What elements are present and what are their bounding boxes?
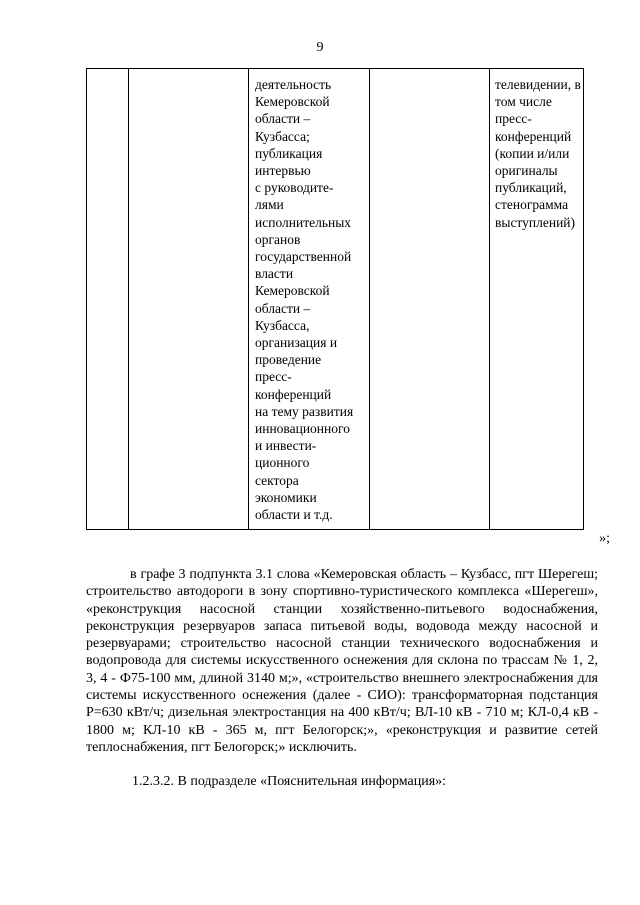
- column-divider: [128, 69, 129, 529]
- body-paragraph-2: 1.2.3.2. В подразделе «Пояснительная информация»:: [132, 774, 447, 789]
- closing-quote-mark: »;: [599, 531, 610, 546]
- column-divider: [369, 69, 370, 529]
- column-divider: [489, 69, 490, 529]
- table-cell-col3: деятельность Кемеровской области – Кузбасса; публикация интервью с руководите- лями исполнительных органов государственной власти Кемеровской области – Кузбасса, организация и проведение пресс- конференций на тему развития инновационного и инвести- ционного сектора экономики области и т.д.: [255, 77, 354, 523]
- continuation-table: [86, 68, 584, 530]
- table-cell-col5: телевидении, в том числе пресс- конференций (копии и/или оригиналы публикаций, стенограмма выступлений): [495, 77, 581, 230]
- page-number: 9: [316, 40, 324, 55]
- column-divider: [248, 69, 249, 529]
- body-paragraph-1: в графе 3 подпункта 3.1 слова «Кемеровская область – Кузбасс, пгт Шерегеш; строительство автодороги в зону спортивно-туристического комплекса «Шерегеш», «реконструкция насосной станции хозяйственно-питьевого водоснабжения, реконструкция резервуаров запаса питьевой воды, водовода между насосной и резервуарами; строительство насосной станции технического водоснабжения и водопровода для системы искусственного оснежения для склона по трассам № 1, 2, 3, 4 - Ф75-100 мм, длиной 3140 м;», «строительство внешнего электроснабжения для системы искусственного оснежения (далее - СИО): трансформаторная подстанция Р=630 кВт/ч; дизельная электростанция на 400 кВт/ч; ВЛ-10 кВ - 710 м; КЛ-0,4 кВ - 1800 м; КЛ-10 кВ - 365 м, пгт Белогорск;», «реконструкция и развитие сетей теплоснабжения, пгт Белогорск;» исключить.: [86, 567, 598, 755]
